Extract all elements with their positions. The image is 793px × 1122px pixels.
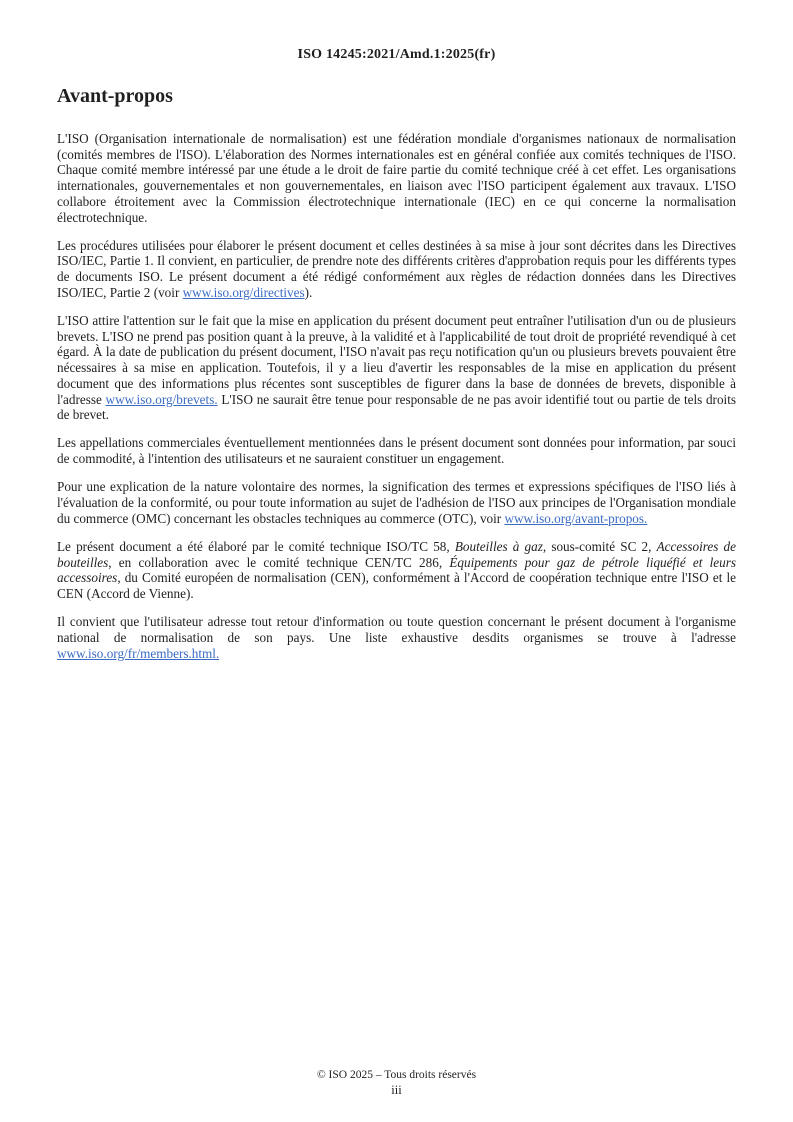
hyperlink[interactable]: www.iso.org/brevets. bbox=[105, 391, 218, 407]
page-number: iii bbox=[391, 1083, 402, 1097]
text-run: L'ISO (Organisation internationale de normalisation) est une fédération mondiale d'organismes nationaux de normalisation (comités membres de l'ISO). L'élaboration des Normes internationales est en général confiée aux comités techniques de l'ISO. Chaque comité membre intéressé par une étude a le droit de faire partie du comité technique créé à cet effet. Les organisations internationales, gouvernementales et non gouvernementales, en liaison avec l'ISO participent également aux travaux. L'ISO collabore étroitement avec la Commission électrotechnique internationale (IEC) en ce qui concerne la normalisation électrotechnique. bbox=[57, 131, 736, 225]
text-run: , sous-comité SC 2, bbox=[542, 538, 657, 554]
paragraph-procedures bbox=[57, 238, 736, 301]
text-run: Le présent document a été élaboré par le comité technique ISO/TC 58, bbox=[57, 538, 455, 554]
page-title: Avant-propos bbox=[57, 85, 173, 107]
text-run: Il convient que l'utilisateur adresse tout retour d'information ou toute question concernant le présent document à l'organisme national de normalisation de son pays. Une liste exhaustive desdits organismes se trouve à l'adresse bbox=[57, 614, 736, 645]
paragraph-brevets bbox=[57, 313, 736, 423]
hyperlink[interactable]: www.iso.org/fr/members.html. bbox=[57, 645, 220, 661]
text-run: Pour une explication de la nature volontaire des normes, la signification des termes et expressions spécifiques de l'ISO liés à l'évaluation de la conformité, ou pour toute information au sujet de l'adhésion de l'ISO aux principes de l'Organisation mondiale du commerce (OMC) concernant les obstacles techniques au commerce (OTC), voir bbox=[57, 479, 736, 526]
text-run: ). bbox=[304, 284, 313, 300]
italic-text: Équipements pour gaz de pétrole liquéfié et leurs accessoires bbox=[57, 554, 736, 586]
text-run: Les procédures utilisées pour élaborer le présent document et celles destinées à sa mise à jour sont décrites dans les Directives ISO/IEC, Partie 1. Il convient, en particulier, de prendre note des différents critères d'approbation requis pour les différents types de documents ISO. Le présent document a été rédigé conformément aux règles de rédaction données dans les Directives ISO/IEC, Partie 2 (voir bbox=[57, 237, 736, 300]
italic-text: Bouteilles à gaz bbox=[454, 538, 543, 554]
text-run: , en collaboration avec le comité technique CEN/TC 286, bbox=[108, 554, 450, 570]
text-run: Les appellations commerciales éventuellement mentionnées dans le présent document sont données pour information, par souci de commodité, à l'intention des utilisateurs et ne sauraient constituer un engagement. bbox=[57, 435, 736, 467]
text-run: L'ISO ne saurait être tenue pour responsable de ne pas avoir identifié tout ou partie de tels droits de brevet. bbox=[57, 391, 736, 423]
italic-text: Accessoires de bouteilles bbox=[57, 538, 736, 570]
paragraph-appellations bbox=[57, 435, 736, 466]
copyright-notice: © ISO 2025 – Tous droits réservés bbox=[316, 1069, 477, 1081]
paragraph-comite-technique bbox=[57, 539, 736, 602]
text-run: L'ISO attire l'attention sur le fait que la mise en application du présent document peut entraîner l'utilisation d'un ou de plusieurs brevets. L'ISO ne prend pas position quant à la preuve, à la validité et à l'applicabilité de tout droit de propriété revendiqué à cet égard. À la date de publication du présent document, l'ISO n'avait pas reçu notification qu'un ou plusieurs brevets pouvaient être nécessaires à sa mise en application. Toutefois, il y a lieu d'avertir les responsables de la mise en application du présent document que des informations plus récentes sont susceptibles de figurer dans la base de données de brevets, disponible à l'adresse bbox=[57, 313, 736, 407]
paragraph-iso-federation bbox=[57, 131, 736, 225]
page-footer bbox=[0, 1068, 793, 1098]
hyperlink[interactable]: www.iso.org/avant-propos. bbox=[504, 510, 648, 526]
document-reference-header: ISO 14245:2021/Amd.1:2025(fr) bbox=[297, 47, 496, 62]
hyperlink[interactable]: www.iso.org/directives bbox=[182, 284, 305, 300]
paragraph-nature-volontaire bbox=[57, 479, 736, 526]
text-run: , du Comité européen de normalisation (CEN), conformément à l'Accord de coopération technique entre l'ISO et le CEN (Accord de Vienne). bbox=[57, 570, 736, 602]
paragraph-retour-information bbox=[57, 614, 736, 661]
document-body bbox=[57, 131, 736, 661]
